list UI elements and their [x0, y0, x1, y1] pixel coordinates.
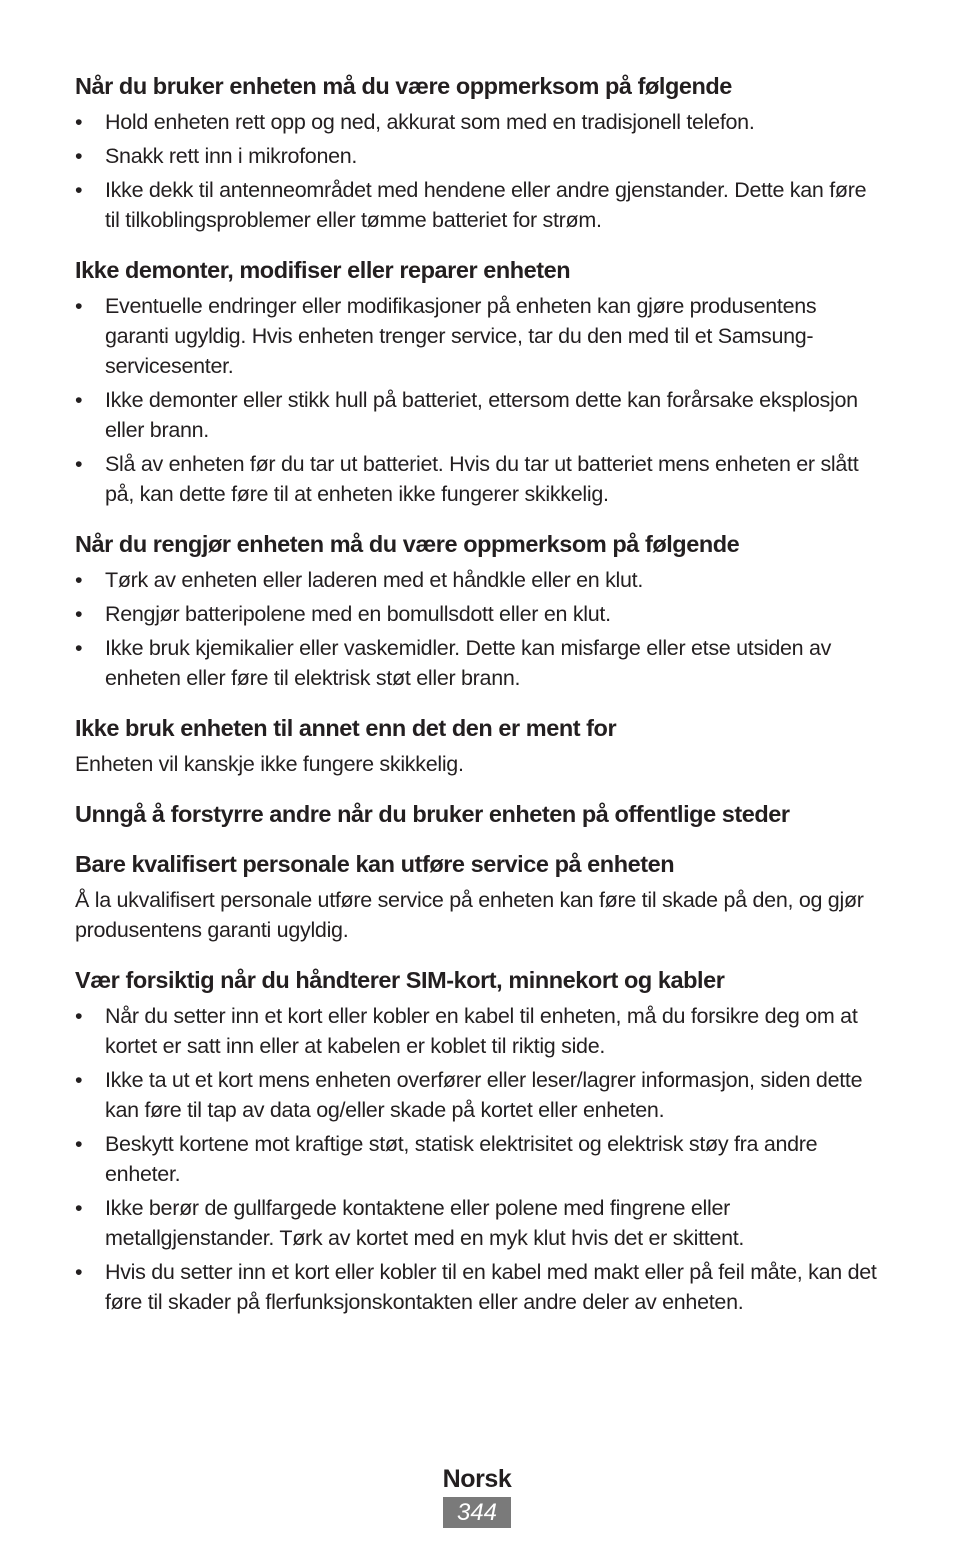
bullet-icon: •: [75, 1196, 83, 1220]
section-heading: Ikke demonter, modifiser eller reparer enheten: [75, 257, 571, 283]
list-item: [75, 175, 885, 235]
list-item-text: Ikke berør de gullfargede kontaktene eller polene med fingrene eller metallgjenstander. Tørk av kortet med en myk klut hvis det er skittent.: [105, 1196, 745, 1250]
list-item-text: Ikke demonter eller stikk hull på batteriet, ettersom dette kan forårsake eksplosjon eller brann.: [105, 388, 858, 442]
bullet-icon: •: [75, 1260, 83, 1284]
section-cards-cables: [75, 965, 885, 1317]
bullet-icon: •: [75, 110, 83, 134]
list-item: [75, 1001, 885, 1061]
page-footer: [0, 1463, 954, 1528]
section-heading: Når du rengjør enheten må du være oppmerksom på følgende: [75, 531, 740, 557]
list-item-text: Ikke dekk til antenneområdet med hendene eller andre gjenstander. Dette kan føre til tilkoblingsproblemer eller tømme batteriet for strøm.: [105, 178, 867, 232]
section-usage: [75, 71, 885, 235]
section-heading: Vær forsiktig når du håndterer SIM-kort, minnekort og kabler: [75, 967, 725, 993]
section-cleaning: [75, 529, 885, 693]
section-intended-use: [75, 713, 885, 779]
section-no-disassembly: [75, 255, 885, 509]
list-item-text: Ikke bruk kjemikalier eller vaskemidler. Dette kan misfarge eller etse utsiden av enheten eller føre til elektrisk støt eller brann.: [105, 636, 832, 690]
list-item-text: Snakk rett inn i mikrofonen.: [105, 144, 358, 168]
list-item-text: Rengjør batteripolene med en bomullsdott eller en klut.: [105, 602, 611, 626]
bullet-icon: •: [75, 452, 83, 476]
list-item-text: Hold enheten rett opp og ned, akkurat som med en tradisjonell telefon.: [105, 110, 755, 134]
bullet-list: [75, 1001, 885, 1317]
list-item-text: Tørk av enheten eller laderen med et håndkle eller en klut.: [105, 568, 644, 592]
bullet-icon: •: [75, 1132, 83, 1156]
list-item: [75, 1065, 885, 1125]
list-item: [75, 1193, 885, 1253]
list-item: [75, 291, 885, 381]
bullet-list: [75, 291, 885, 509]
bullet-icon: •: [75, 602, 83, 626]
page-number-badge: 344: [443, 1497, 511, 1528]
list-item: [75, 449, 885, 509]
bullet-icon: •: [75, 1068, 83, 1092]
list-item: [75, 565, 885, 595]
section-text: Å la ukvalifisert personale utføre service på enheten kan føre til skade på den, og gjør produsentens garanti ugyldig.: [75, 888, 864, 942]
section-qualified-service: [75, 849, 885, 945]
document-body: [75, 71, 885, 1317]
bullet-icon: •: [75, 144, 83, 168]
section-heading: Unngå å forstyrre andre når du bruker enheten på offentlige steder: [75, 801, 790, 827]
section-heading: Bare kvalifisert personale kan utføre service på enheten: [75, 851, 675, 877]
list-item-text: Hvis du setter inn et kort eller kobler til en kabel med makt eller på feil måte, kan det føre til skader på flerfunksjonskontakten eller andre deler av enheten.: [105, 1260, 877, 1314]
list-item-text: Slå av enheten før du tar ut batteriet. Hvis du tar ut batteriet mens enheten er slått på, kan dette føre til at enheten ikke fungerer skikkelig.: [105, 452, 859, 506]
list-item-text: Ikke ta ut et kort mens enheten overfører eller leser/lagrer informasjon, siden dette kan føre til tap av data og/eller skade på kortet eller enheten.: [105, 1068, 863, 1122]
bullet-list: [75, 107, 885, 235]
list-item: [75, 141, 885, 171]
section-heading: Når du bruker enheten må du være oppmerksom på følgende: [75, 73, 732, 99]
list-item-text: Eventuelle endringer eller modifikasjoner på enheten kan gjøre produsentens garanti ugyldig. Hvis enheten trenger service, tar du den med til et Samsung-servicesenter.: [105, 294, 817, 378]
bullet-icon: •: [75, 568, 83, 592]
list-item: [75, 385, 885, 445]
bullet-icon: •: [75, 294, 83, 318]
bullet-icon: •: [75, 636, 83, 660]
section-public-places: [75, 799, 885, 829]
section-text: Enheten vil kanskje ikke fungere skikkelig.: [75, 752, 464, 776]
list-item: [75, 633, 885, 693]
bullet-icon: •: [75, 1004, 83, 1028]
bullet-icon: •: [75, 388, 83, 412]
list-item-text: Når du setter inn et kort eller kobler en kabel til enheten, må du forsikre deg om at kortet er satt inn eller at kabelen er koblet til riktig side.: [105, 1004, 858, 1058]
bullet-list: [75, 565, 885, 693]
footer-language: Norsk: [442, 1465, 512, 1493]
list-item: [75, 599, 885, 629]
bullet-icon: •: [75, 178, 83, 202]
section-heading: Ikke bruk enheten til annet enn det den er ment for: [75, 715, 617, 741]
list-item-text: Beskytt kortene mot kraftige støt, statisk elektrisitet og elektrisk støy fra andre enheter.: [105, 1132, 818, 1186]
list-item: [75, 107, 885, 137]
list-item: [75, 1129, 885, 1189]
list-item: [75, 1257, 885, 1317]
